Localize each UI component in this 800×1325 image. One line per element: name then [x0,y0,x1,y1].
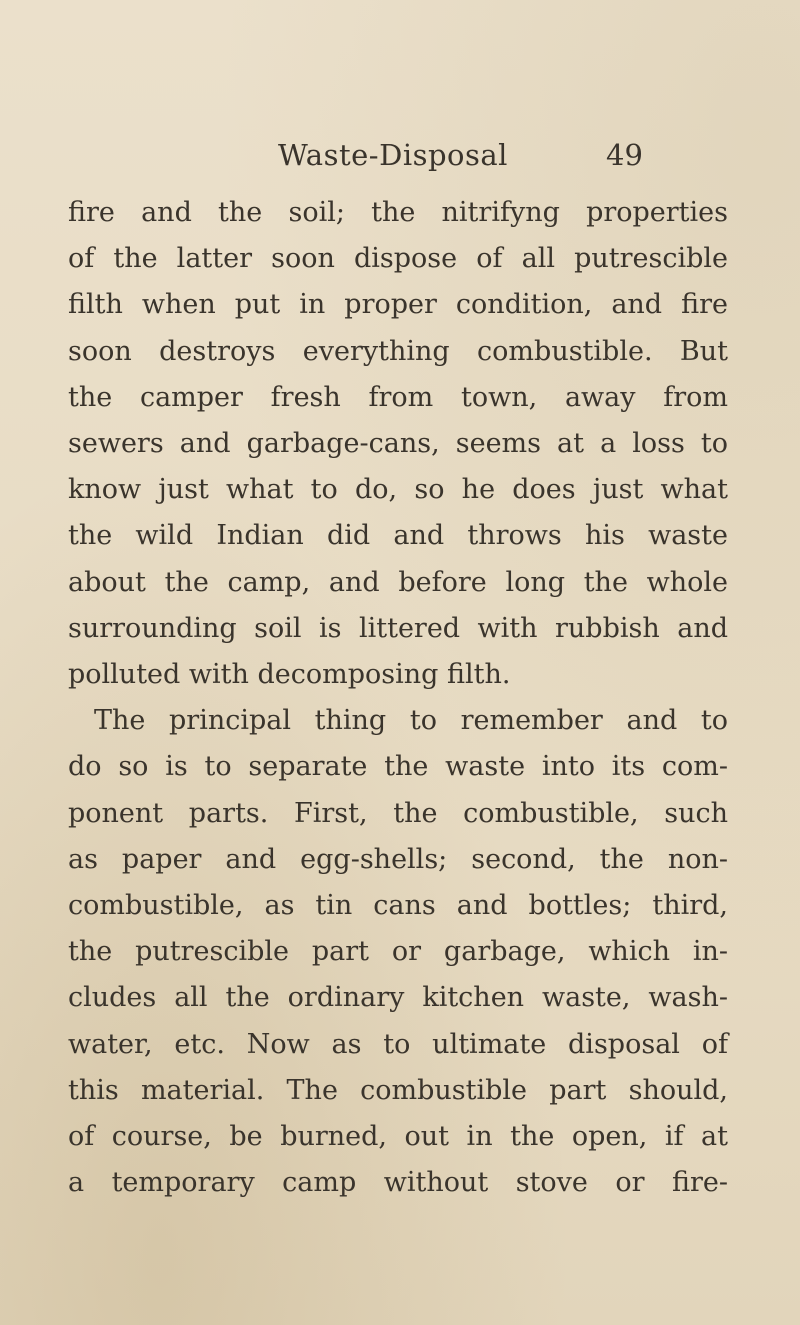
text-line: know just what to do, so he does just what [68,474,728,506]
text-line: sewers and garbage-cans, seems at a loss to [68,428,728,460]
text-line: combustible, as tin cans and bottles; third, [68,890,728,922]
text-line: cludes all the ordinary kitchen waste, wash- [68,982,728,1014]
text-line: fire and the soil; the nitrifyng properties [68,197,728,228]
page-header [0,138,800,178]
text-line: this material. The combustible part should, [68,1074,728,1106]
text-line: about the camp, and before long the whole [68,566,728,598]
body-text [68,190,728,1206]
text-line: ponent parts. First, the combustible, such [68,797,728,829]
text-line: of course, be burned, out in the open, if at [68,1121,728,1153]
running-head: Waste-Disposal [278,138,508,172]
text-line: filth when put in proper condition, and fire [68,289,728,321]
text-line: water, etc. Now as to ultimate disposal of [68,1028,728,1060]
text-line: as paper and egg-shells; second, the non- [68,843,728,875]
text-line: the camper fresh from town, away from [68,381,728,413]
text-line: do so is to separate the waste into its com- [68,751,728,783]
text-line: surrounding soil is littered with rubbish and [68,612,728,644]
page-number: 49 [606,138,643,172]
text-line: a temporary camp without stove or fire- [68,1167,728,1199]
text-line: The principal thing to remember and to [94,705,728,737]
text-line: the wild Indian did and throws his waste [68,520,728,552]
text-line: polluted with decomposing filth. [68,659,511,691]
text-line: the putrescible part or garbage, which in- [68,936,728,968]
text-line: soon destroys everything combustible. But [68,335,728,367]
text-line: of the latter soon dispose of all putrescible [68,243,728,275]
